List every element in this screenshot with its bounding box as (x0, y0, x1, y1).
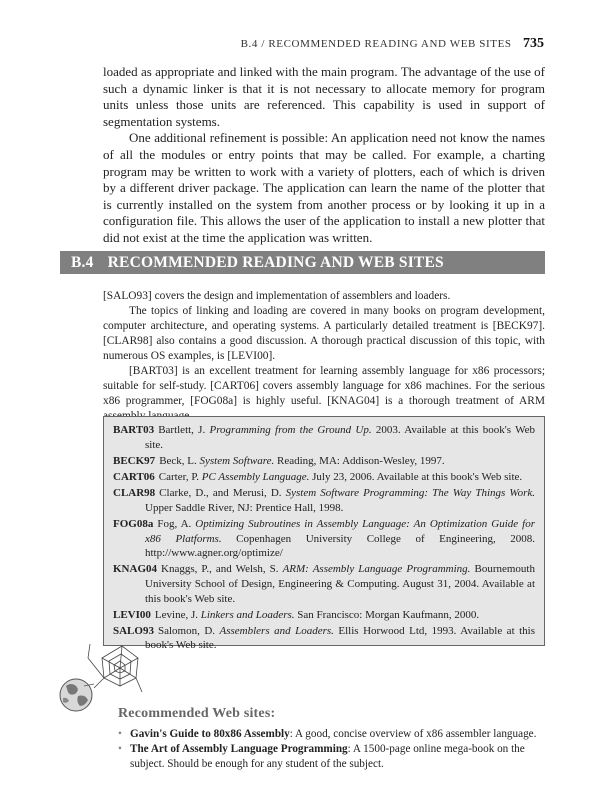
web-site-description: : A good, concise overview of x86 assembler language. (289, 728, 537, 740)
reference-box (103, 416, 545, 652)
reference-title: Linkers and Loaders. (200, 608, 295, 621)
running-header (105, 36, 544, 52)
reference-key: FOG08a (113, 517, 154, 530)
running-title: B.4 / RECOMMENDED READING AND WEB SITES (240, 38, 512, 50)
paragraph: One additional refinement is possible: An application need not know the names of all the modules or entry points that may be called. For example, a charting program may be written to work with a variety of plotters, each of which is driven by a different driver package. The application can learn the name of the plotter that is currently installed on the system from another process or by looking it up in a configuration file. This allows the user of the application to install a new plotter that did not exist at the time the application was written. (103, 130, 545, 245)
web-site-description: : A 1500-page online mega-book on the subject. Should be enough for any student of the subject. (130, 743, 525, 770)
paragraph: loaded as appropriate and linked with the main program. The advantage of the use of such a dynamic linker is that it is not necessary to allocate memory for program units unless those units are referenced. This capability is used in support of segmentation systems. (103, 64, 545, 129)
bullet-icon: • (118, 743, 122, 756)
section-heading (60, 251, 545, 274)
reference-title: Assemblers and Loaders. (219, 624, 334, 637)
globe-web-icon (58, 640, 144, 716)
reference-entry (113, 454, 535, 469)
reference-key: LEVI00 (113, 608, 151, 621)
reference-details: Upper Saddle River, NJ: Prentice Hall, 1998. (145, 501, 344, 514)
reference-authors: Bartlett, J. (158, 424, 210, 436)
reference-title: Programming from the Ground Up. (209, 424, 372, 436)
reference-details: July 23, 2006. Available at this book's Web site. (309, 470, 523, 483)
reference-key: BART03 (113, 424, 155, 436)
reference-authors: Clarke, D., and Merusi, D. (159, 487, 286, 500)
reference-entry (113, 517, 535, 561)
reference-authors: Beck, L. (159, 454, 200, 467)
reference-authors: Salomon, D. (157, 624, 220, 637)
paragraph: [BART03] is an excellent treatment for learning assembly language for x86 processors; suitable for self-study. [CART06] covers assembly language for x86 machines. For the serious x86 programmer, [FOG08a] is highly useful. [KNAG04] is a thorough treatment of ARM (103, 365, 545, 407)
reading-text (103, 289, 545, 424)
reference-details: Ellis Horwood Ltd, 1993. Available at this book's Web site. (145, 624, 536, 652)
reference-authors: Fog, A. (157, 517, 196, 530)
reference-key: CART06 (113, 470, 155, 483)
reference-details: Bournemouth University School of Design, Engineering & Computing. August 31, 2004. Available at this book's Web site. (145, 563, 535, 605)
reference-title: ARM: Assembly Language Programming. (282, 563, 471, 576)
reference-entry (113, 608, 535, 623)
web-site-name[interactable]: The Art of Assembly Language Programming (130, 743, 348, 756)
list-item (118, 727, 546, 741)
paragraph: The topics of linking and loading are covered in many books on program development, computer architecture, and operating systems. A particularly detailed treatment is [BECK97]. [CLAR98] also contains a good discussion. A thorough practical discussion of this topic, with numerous OS examples, is [LEVI00]. (103, 305, 545, 362)
reference-authors: Knaggs, P., and Welsh, S. (161, 563, 283, 576)
reference-key: SALO93 (113, 624, 154, 637)
reference-title: System Software. (199, 454, 275, 467)
web-sites-title: Recommended Web sites: (118, 706, 276, 721)
list-item (118, 742, 546, 771)
reference-key: BECK97 (113, 454, 156, 467)
reference-title: Optimizing Subroutines in Assembly Language: An Optimization Guide for x86 Platforms. (145, 517, 535, 545)
reference-entry (113, 562, 535, 606)
reference-authors: Carter, P. (158, 470, 202, 483)
reference-entry (113, 486, 535, 515)
web-sites-list (118, 727, 546, 772)
web-site-name[interactable]: Gavin's Guide to 80x86 Assembly (130, 728, 290, 740)
reference-key: KNAG04 (113, 563, 157, 576)
section-number: B.4 (71, 254, 94, 271)
page-number: 735 (523, 36, 544, 51)
reference-title: PC Assembly Language. (201, 470, 310, 483)
reference-entry (113, 624, 535, 653)
reference-details: 2003. Available at this book's Web site. (145, 424, 535, 451)
reference-details: Copenhagen University College of Engineering, 2008. http://www.agner.org/optimize/ (145, 532, 536, 560)
reference-authors: Levine, J. (154, 608, 201, 621)
reference-key: CLAR98 (113, 487, 156, 500)
reference-entry (113, 470, 535, 485)
section-title: RECOMMENDED READING AND WEB SITES (107, 254, 444, 271)
bullet-icon: • (118, 728, 122, 740)
reference-details: San Francisco: Morgan Kaufmann, 2000. (294, 608, 480, 621)
reference-details: Reading, MA: Addison-Wesley, 1997. (274, 454, 445, 467)
reference-title: System Software Programming: The Way Things Work. (285, 487, 535, 500)
intro-text (103, 64, 545, 247)
paragraph: [SALO93] covers the design and implementation of assemblers and loaders. (103, 290, 451, 302)
reference-entry (113, 423, 535, 452)
